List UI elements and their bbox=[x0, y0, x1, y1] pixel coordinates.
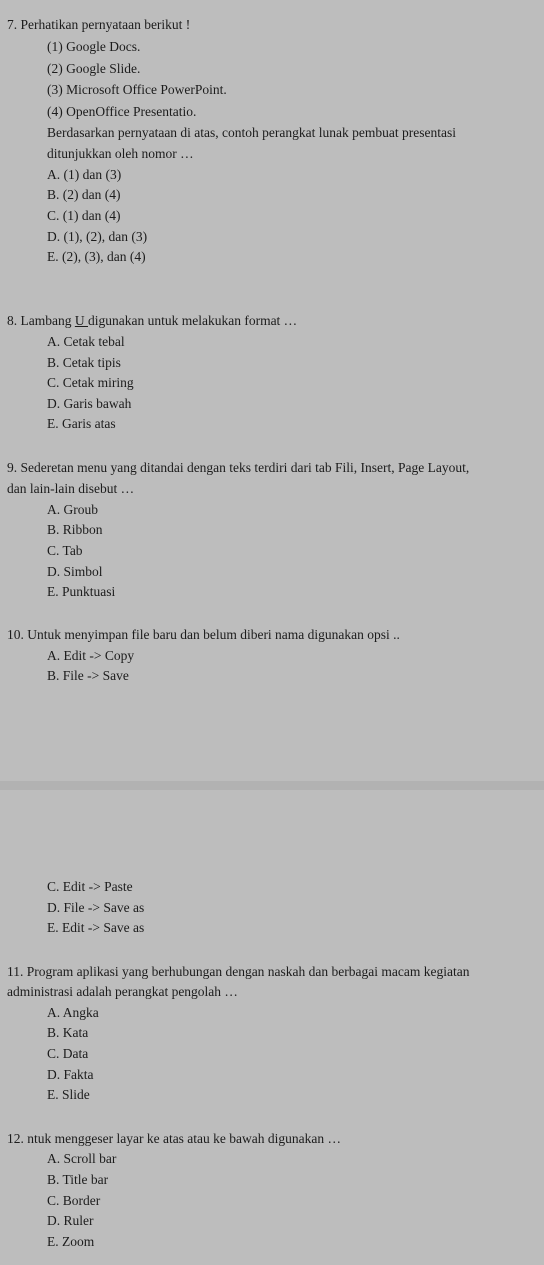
question-8-option-b: B. Cetak tipis bbox=[47, 355, 121, 370]
question-8-text-start: 8. Lambang bbox=[7, 313, 75, 328]
question-11-option-d: D. Fakta bbox=[47, 1067, 94, 1082]
question-7-prompt-line-1: Berdasarkan pernyataan di atas, contoh perangkat lunak pembuat presentasi bbox=[47, 125, 456, 140]
question-9-option-c: C. Tab bbox=[47, 543, 83, 558]
question-7-statement-3: (3) Microsoft Office PowerPoint. bbox=[47, 82, 227, 97]
question-8-option-c: C. Cetak miring bbox=[47, 375, 134, 390]
question-7-statement-2: (2) Google Slide. bbox=[47, 61, 141, 76]
question-7-option-c: C. (1) dan (4) bbox=[47, 208, 121, 223]
question-7-option-e: E. (2), (3), dan (4) bbox=[47, 249, 146, 264]
question-7-text: 7. Perhatikan pernyataan berikut ! bbox=[7, 17, 191, 32]
question-8-text-end: digunakan untuk melakukan format … bbox=[87, 313, 298, 328]
question-9-text-line-2: dan lain-lain disebut … bbox=[7, 481, 135, 496]
question-8-option-d: D. Garis bawah bbox=[47, 396, 132, 411]
question-11-option-a: A. Angka bbox=[47, 1005, 99, 1020]
question-10-text: 10. Untuk menyimpan file baru dan belum diberi nama digunakan opsi .. bbox=[7, 627, 400, 642]
question-12-option-b: B. Title bar bbox=[47, 1172, 109, 1187]
question-11-text-line-2: administrasi adalah perangkat pengolah … bbox=[7, 984, 238, 999]
question-11-option-b: B. Kata bbox=[47, 1025, 89, 1040]
question-10-option-e: E. Edit -> Save as bbox=[47, 920, 145, 935]
question-9-option-d: D. Simbol bbox=[47, 564, 103, 579]
question-12-option-e: E. Zoom bbox=[47, 1234, 95, 1249]
page-break-divider bbox=[0, 781, 544, 790]
question-11-option-c: C. Data bbox=[47, 1046, 89, 1061]
question-9-text-line-1: 9. Sederetan menu yang ditandai dengan teks terdiri dari tab Fili, Insert, Page Layout, bbox=[7, 460, 470, 475]
question-9-option-a: A. Groub bbox=[47, 502, 98, 517]
question-10-option-b: B. File -> Save bbox=[47, 668, 129, 683]
question-12-option-a: A. Scroll bar bbox=[47, 1151, 117, 1166]
question-11-text-line-1: 11. Program aplikasi yang berhubungan dengan naskah dan berbagai macam kegiatan bbox=[7, 964, 470, 979]
question-8-option-a: A. Cetak tebal bbox=[47, 334, 125, 349]
question-7-statement-4: (4) OpenOffice Presentatio. bbox=[47, 104, 197, 119]
question-9-option-e: E. Punktuasi bbox=[47, 584, 116, 599]
question-7-option-d: D. (1), (2), dan (3) bbox=[47, 229, 148, 244]
question-8-option-e: E. Garis atas bbox=[47, 416, 116, 431]
question-10-option-d: D. File -> Save as bbox=[47, 900, 145, 915]
question-8-text bbox=[7, 313, 297, 329]
question-7-option-a: A. (1) dan (3) bbox=[47, 167, 122, 182]
question-10-option-c: C. Edit -> Paste bbox=[47, 879, 133, 894]
underline-symbol: U bbox=[74, 313, 88, 328]
question-10-option-a: A. Edit -> Copy bbox=[47, 648, 135, 663]
question-12-option-d: D. Ruler bbox=[47, 1213, 94, 1228]
question-9-option-b: B. Ribbon bbox=[47, 522, 103, 537]
question-7-option-b: B. (2) dan (4) bbox=[47, 187, 121, 202]
question-12-text: 12. ntuk menggeser layar ke atas atau ke bawah digunakan … bbox=[7, 1131, 342, 1146]
question-7-statement-1: (1) Google Docs. bbox=[47, 39, 141, 54]
question-11-option-e: E. Slide bbox=[47, 1087, 90, 1102]
question-7-prompt-line-2: ditunjukkan oleh nomor … bbox=[47, 146, 194, 161]
question-12-option-c: C. Border bbox=[47, 1193, 101, 1208]
